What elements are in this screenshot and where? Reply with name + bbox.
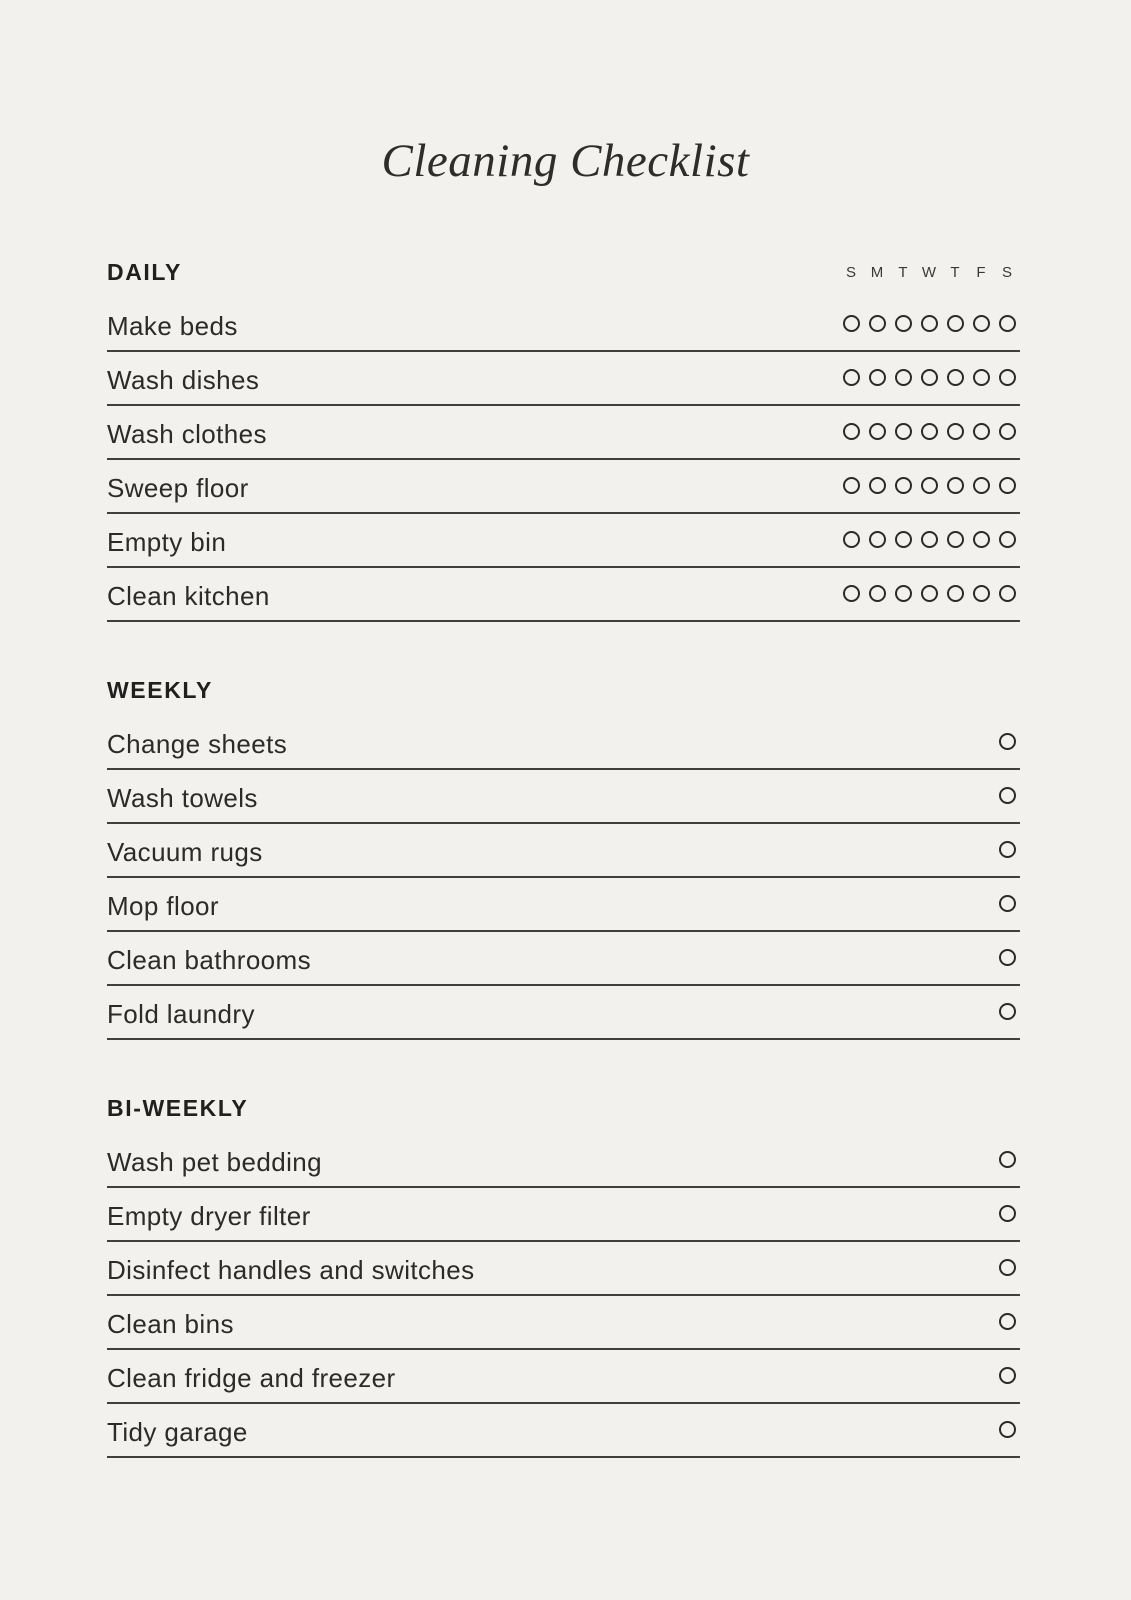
checkbox-cell [994,1259,1020,1276]
task-label: Empty bin [107,527,227,557]
checkbox-circle[interactable] [843,315,860,332]
checkbox-circle[interactable] [921,369,938,386]
task-label: Clean fridge and freezer [107,1363,396,1393]
checkbox-cell [890,315,916,332]
checkbox-circle[interactable] [973,477,990,494]
checkbox-circle[interactable] [843,585,860,602]
checkbox-circle[interactable] [869,477,886,494]
checkbox-cell [994,585,1020,602]
checkbox-circle[interactable] [999,531,1016,548]
checkbox-circle[interactable] [999,1003,1016,1020]
checkbox-cell [916,369,942,386]
task-row [107,352,1020,406]
task-label: Wash pet bedding [107,1147,323,1177]
task-circles [838,531,1020,566]
section-header [107,664,1020,716]
section-bi-weekly [107,1082,1020,1458]
task-row [107,716,1020,770]
checkbox-cell [942,369,968,386]
task-row [107,1404,1020,1458]
checkbox-cell [864,531,890,548]
checkbox-cell [994,1205,1020,1222]
day-letter: S [1001,263,1012,281]
task-circles [994,733,1020,768]
checkbox-cell [942,315,968,332]
checkbox-circle[interactable] [973,531,990,548]
task-row [107,1188,1020,1242]
checkbox-cell [994,1151,1020,1168]
section-header [107,1082,1020,1134]
checkbox-cell [890,369,916,386]
checkbox-circle[interactable] [869,315,886,332]
checkbox-circle[interactable] [973,423,990,440]
checkbox-cell [916,585,942,602]
checkbox-cell [838,531,864,548]
checkbox-circle[interactable] [999,1421,1016,1438]
checkbox-cell [942,477,968,494]
checkbox-cell [838,423,864,440]
task-circles [994,949,1020,984]
checkbox-circle[interactable] [973,315,990,332]
checkbox-cell [994,733,1020,750]
checkbox-cell [890,423,916,440]
task-label: Wash dishes [107,365,260,395]
checkbox-circle[interactable] [921,585,938,602]
task-circles [994,841,1020,876]
checkbox-circle[interactable] [869,585,886,602]
task-row [107,932,1020,986]
checkbox-cell [864,585,890,602]
task-label: Fold laundry [107,999,255,1029]
checkbox-cell [994,1367,1020,1384]
task-row [107,1242,1020,1296]
task-circles [838,423,1020,458]
checkbox-circle[interactable] [947,585,964,602]
task-row [107,568,1020,622]
checkbox-circle[interactable] [999,423,1016,440]
checkbox-cell [864,423,890,440]
checkbox-cell [968,531,994,548]
day-letter: T [898,263,908,281]
task-label: Wash towels [107,783,258,813]
task-circles [994,1151,1020,1186]
page-title: Cleaning Checklist [381,135,750,187]
checkbox-circle[interactable] [973,585,990,602]
checkbox-cell [994,477,1020,494]
task-row [107,406,1020,460]
section-rows [107,716,1020,1040]
day-letter: F [976,263,986,281]
checkbox-cell [994,369,1020,386]
task-circles [994,1003,1020,1038]
checkbox-circle[interactable] [999,895,1016,912]
checkbox-circle[interactable] [999,369,1016,386]
checkbox-circle[interactable] [999,477,1016,494]
checkbox-cell [968,477,994,494]
checkbox-cell [994,531,1020,548]
checkbox-cell [838,369,864,386]
task-circles [994,1313,1020,1348]
day-letter: T [950,263,960,281]
day-letter: M [870,263,884,281]
checkbox-cell [864,369,890,386]
checkbox-circle[interactable] [999,1313,1016,1330]
checkbox-cell [890,531,916,548]
section-daily [107,246,1020,622]
checkbox-cell [838,477,864,494]
day-letters-header [838,264,1020,281]
section-header [107,246,1020,298]
checkbox-circle[interactable] [999,1205,1016,1222]
checkbox-circle[interactable] [999,733,1016,750]
checkbox-cell [864,477,890,494]
checkbox-cell [916,315,942,332]
checkbox-circle[interactable] [921,315,938,332]
task-circles [994,1205,1020,1240]
checkbox-cell [890,477,916,494]
task-label: Empty dryer filter [107,1201,311,1231]
section-label: WEEKLY [107,676,213,703]
checkbox-circle[interactable] [895,315,912,332]
checkbox-cell [942,423,968,440]
section-label: BI-WEEKLY [107,1094,249,1121]
checkbox-circle[interactable] [999,585,1016,602]
checkbox-circle[interactable] [999,1151,1016,1168]
checkbox-circle[interactable] [947,423,964,440]
task-row [107,1350,1020,1404]
checkbox-circle[interactable] [869,531,886,548]
task-label: Sweep floor [107,473,249,503]
checkbox-circle[interactable] [999,787,1016,804]
checkbox-circle[interactable] [947,477,964,494]
task-circles [994,1259,1020,1294]
task-label: Vacuum rugs [107,837,263,867]
task-row [107,878,1020,932]
checkbox-cell [942,531,968,548]
checkbox-cell [890,585,916,602]
checkbox-circle[interactable] [895,585,912,602]
checkbox-circle[interactable] [921,423,938,440]
checkbox-cell [994,841,1020,858]
task-label: Clean bathrooms [107,945,311,975]
checkbox-circle[interactable] [999,1367,1016,1384]
task-row [107,1134,1020,1188]
checkbox-circle[interactable] [895,423,912,440]
section-rows [107,1134,1020,1458]
task-label: Mop floor [107,891,219,921]
checkbox-cell [994,787,1020,804]
checkbox-circle[interactable] [973,369,990,386]
checkbox-circle[interactable] [895,369,912,386]
checkbox-circle[interactable] [947,369,964,386]
task-label: Wash clothes [107,419,267,449]
checkbox-circle[interactable] [999,841,1016,858]
task-circles [994,1367,1020,1402]
checkbox-circle[interactable] [895,477,912,494]
checkbox-cell [968,585,994,602]
checkbox-circle[interactable] [947,531,964,548]
checkbox-cell [864,315,890,332]
checkbox-cell [994,315,1020,332]
checkbox-cell [994,423,1020,440]
checkbox-cell [994,1313,1020,1330]
checkbox-circle[interactable] [843,423,860,440]
checkbox-circle[interactable] [843,531,860,548]
section-rows [107,298,1020,622]
checkbox-circle[interactable] [869,369,886,386]
task-row [107,298,1020,352]
task-row [107,1296,1020,1350]
checkbox-cell [916,531,942,548]
task-row [107,514,1020,568]
checkbox-cell [994,949,1020,966]
day-letter: W [921,263,937,281]
checkbox-circle[interactable] [947,315,964,332]
checkbox-circle[interactable] [999,949,1016,966]
task-row [107,824,1020,878]
checkbox-circle[interactable] [921,477,938,494]
checkbox-cell [942,585,968,602]
task-row [107,986,1020,1040]
checkbox-cell [994,1003,1020,1020]
task-circles [838,369,1020,404]
checkbox-cell [916,477,942,494]
task-circles [838,585,1020,620]
task-row [107,770,1020,824]
checkbox-circle[interactable] [999,315,1016,332]
task-circles [994,787,1020,822]
checkbox-circle[interactable] [843,477,860,494]
checkbox-cell [838,585,864,602]
checkbox-circle[interactable] [921,531,938,548]
task-circles [994,1421,1020,1456]
task-label: Make beds [107,311,238,341]
section-weekly [107,664,1020,1040]
task-circles [994,895,1020,930]
checklist [107,246,1020,1458]
checkbox-circle[interactable] [843,369,860,386]
task-label: Clean bins [107,1309,234,1339]
checkbox-circle[interactable] [895,531,912,548]
day-letter: S [845,263,856,281]
checkbox-cell [994,1421,1020,1438]
checkbox-cell [968,423,994,440]
checkbox-circle[interactable] [869,423,886,440]
task-label: Clean kitchen [107,581,270,611]
checkbox-cell [968,369,994,386]
checkbox-cell [968,315,994,332]
task-label: Disinfect handles and switches [107,1255,475,1285]
checkbox-cell [994,895,1020,912]
task-circles [838,477,1020,512]
checkbox-circle[interactable] [999,1259,1016,1276]
task-label: Tidy garage [107,1417,248,1447]
checkbox-cell [838,315,864,332]
task-circles [838,315,1020,350]
section-label: DAILY [107,258,182,285]
checkbox-cell [916,423,942,440]
task-label: Change sheets [107,729,288,759]
task-row [107,460,1020,514]
